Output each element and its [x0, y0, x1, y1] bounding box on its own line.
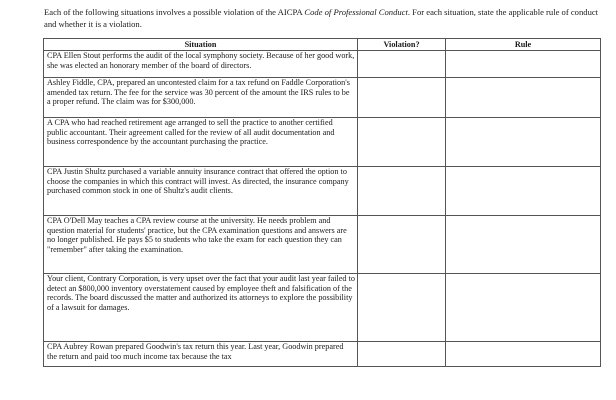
situation-text: CPA O'Dell May teaches a CPA review course at the university. He needs problem and question material for students' practice, but the CPA examination questions and answers are no longer published. He pays $5 to students who take the exam for each question they can "remember" after taking the examination. [47, 216, 347, 254]
violation-cell[interactable] [358, 274, 446, 342]
instructions-tail: . For each situation, state the applicable rule of conduct and whether it is a violation. [44, 7, 599, 29]
situation-text: A CPA who had reached retirement age arranged to sell the practice to another certified public accountant. Their agreement called for the review of all audit documentation and business correspondence by the accountant purchasing the practice. [47, 118, 335, 147]
rule-cell[interactable] [446, 78, 601, 118]
violation-cell[interactable] [358, 51, 446, 78]
instructions-text [44, 6, 602, 30]
table-row [44, 167, 601, 216]
situation-cell [44, 167, 358, 216]
situation-text: Your client, Contrary Corporation, is very upset over the fact that your audit last year failed to detect an $800,000 inventory overstatement caused by employee theft and falsification of the records. The board discussed the matter and authorized its attorneys to explore the possibility of a lawsuit for damages. [47, 274, 355, 312]
rule-header: Rule [446, 39, 601, 51]
table-row [44, 118, 601, 167]
table-row [44, 342, 601, 367]
violation-cell[interactable] [358, 78, 446, 118]
table-row [44, 78, 601, 118]
violation-cell[interactable] [358, 216, 446, 274]
situation-header: Situation [44, 39, 358, 51]
rule-cell[interactable] [446, 167, 601, 216]
violation-cell[interactable] [358, 118, 446, 167]
situation-text: CPA Justin Shultz purchased a variable annuity insurance contract that offered the option to choose the companies in which this contract will invest. As directed, the insurance company purchased common stock in one of Shultz's audit clients. [47, 167, 349, 196]
situation-cell [44, 51, 358, 78]
situation-cell [44, 118, 358, 167]
situations-table [43, 38, 601, 367]
situation-text: CPA Ellen Stout performs the audit of the local symphony society. Because of her good work, she was elected an honorary member of the board of directors. [47, 51, 355, 70]
rule-cell[interactable] [446, 274, 601, 342]
table-row [44, 216, 601, 274]
situation-text: Ashley Fiddle, CPA, prepared an uncontested claim for a tax refund on Faddle Corporation's amended tax return. The fee for the service was 30 percent of the amount the IRS rules to be a proper refund. The claim was for $300,000. [47, 78, 350, 107]
violation-cell[interactable] [358, 342, 446, 367]
table-row [44, 274, 601, 342]
instructions-lead: Each of the following situations involves a possible violation of the AICPA [44, 7, 305, 17]
table-row [44, 51, 601, 78]
situation-cell [44, 342, 358, 367]
rule-cell[interactable] [446, 51, 601, 78]
situation-cell [44, 78, 358, 118]
violation-cell[interactable] [358, 167, 446, 216]
rule-cell[interactable] [446, 216, 601, 274]
situation-cell [44, 216, 358, 274]
code-title: Code of Professional Conduct [304, 7, 408, 17]
header-row [44, 39, 601, 51]
rule-cell[interactable] [446, 342, 601, 367]
situation-text: CPA Aubrey Rowan prepared Goodwin's tax return this year. Last year, Goodwin prepared the return and paid too much income tax because the tax [47, 342, 344, 361]
violation-header: Violation? [358, 39, 446, 51]
situation-cell [44, 274, 358, 342]
rule-cell[interactable] [446, 118, 601, 167]
